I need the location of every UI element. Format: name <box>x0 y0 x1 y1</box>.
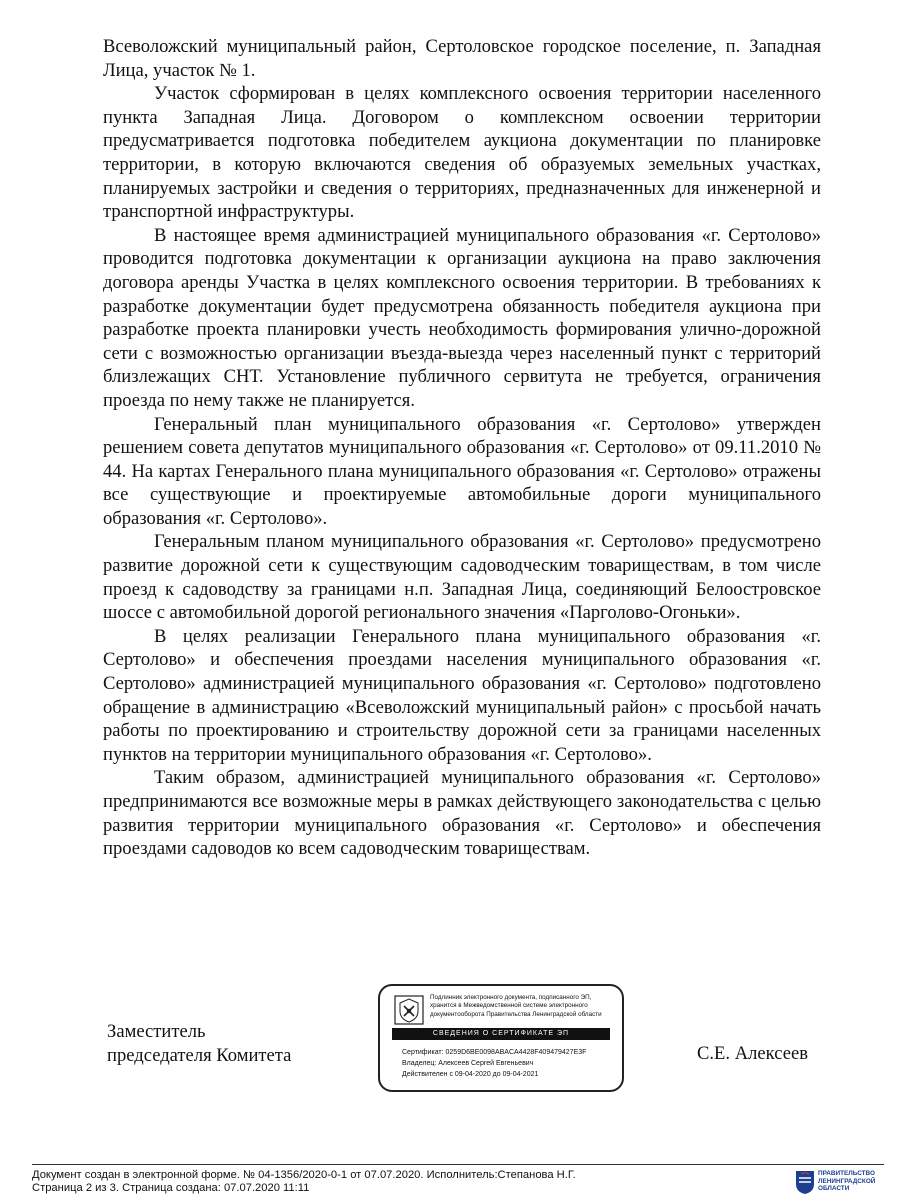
logo-line3: ОБЛАСТИ <box>818 1185 850 1193</box>
paragraph-plot-purpose: Участок сформирован в целях комплексного освоения территории населенного пункта Западная Лица. Договором о комплексном освоении территории предусматривается подготовка победителем аукциона документации по планировке территории, в которую включаются сведения об образуемых земельных участках, планируемых застройки и сведения о территориях, предназначенных для инженерной и транспортной инфраструктуры. <box>103 83 821 223</box>
footer-line2: Страница 2 из 3. Страница создана: 07.07.2020 11:11 <box>32 1182 310 1194</box>
stamp-owner: Владелец: Алексеев Сергей Евгеньевич <box>402 1060 534 1067</box>
government-logo <box>795 1168 890 1196</box>
paragraph-implementation: В целях реализации Генерального плана муниципального образования «г. Сертолово» и обеспечения проездами населения муниципального образования «г. Сертолово» администрацией муниципального образования «г. Сертолово» подготовлено обращение в администрацию «Всеволожский муниципальный район» с просьбой начать работы по проектированию и строительству дорожной сети за границами населенных пунктов на территории муниципального образования «г. Сертолово». <box>103 625 821 765</box>
signatory-title-line1: Заместитель <box>107 1021 206 1042</box>
footer-divider <box>32 1164 884 1165</box>
stamp-validity: Действителен с 09-04-2020 до 09-04-2021 <box>402 1071 539 1078</box>
region-emblem-icon <box>795 1169 815 1195</box>
signatory-title <box>107 1020 291 1067</box>
paragraph-general-plan: Генеральный план муниципального образования «г. Сертолово» утвержден решением совета депутатов муниципального образования «г. Сертолово» от 09.11.2010 № 44. На картах Генерального плана муниципального образования «г. Сертолово» отражены все существующие и проектируемые автомобильные дороги муниципального образования «г. Сертолово». <box>103 413 821 529</box>
coat-of-arms-icon <box>394 995 424 1025</box>
footer-line1: Документ создан в электронной форме. № 04-1356/2020-0-1 от 07.07.2020. Исполнитель:Степанова Н.Г. <box>32 1169 576 1181</box>
paragraph-conclusion: Таким образом, администрацией муниципального образования «г. Сертолово» предпринимаются все возможные меры в рамках действующего законодательства с целью развития территории муниципального образования «г. Сертолово» и обеспечения проездами садоводов ко всем садоводческим товариществам. <box>103 767 821 860</box>
stamp-note: Подлинник электронного документа, подписанного ЭП, хранится в Межведомственной системе электронного документооборота Правительства Ленинградской области <box>430 994 602 1018</box>
paragraph-auction-preparation: В настоящее время администрацией муниципального образования «г. Сертолово» проводится подготовка документации к организации аукциона на право заключения договора аренды Участка в целях комплексного освоения территории. В требованиях к разработке документации будет предусмотрена обязанность победителя аукциона при разработке проекта планировки учесть необходимость формирования улично-дорожной сети с возможностью организации въезда-выезда через населенный пункт с территорий близлежащих СНТ. Установление публичного сервитута не требуется, ограничения проезда по нему также не планируется. <box>103 224 821 411</box>
electronic-signature-stamp <box>378 984 624 1092</box>
stamp-header: СВЕДЕНИЯ О СЕРТИФИКАТЕ ЭП <box>392 1028 610 1040</box>
stamp-certificate: Сертификат: 0259D6BE0098ABACA4428F409479427E3F <box>402 1049 587 1056</box>
logo-line1: ПРАВИТЕЛЬСТВО <box>818 1170 875 1177</box>
paragraph-address: Всеволожский муниципальный район, Сертоловское городское поселение, п. Западная Лица, участок № 1. <box>103 36 821 81</box>
footer-info <box>32 1169 576 1195</box>
signatory-name: С.Е. Алексеев <box>697 1043 808 1064</box>
signatory-title-line2: председателя Комитета <box>107 1044 292 1066</box>
logo-line2: ЛЕНИНГРАДСКОЙ <box>818 1177 876 1185</box>
paragraph-road-network: Генеральным планом муниципального образования «г. Сертолово» предусмотрено развитие дорожной сети к существующим садоводческим товариществам, в том числе проезд к садоводству за границами н.п. Западная Лица, соединяющий Белоостровское шоссе с автомобильной дорогой регионального значения «Парголово-Огоньки». <box>103 531 821 624</box>
logo-caption <box>818 1170 875 1193</box>
document-body <box>103 35 821 861</box>
